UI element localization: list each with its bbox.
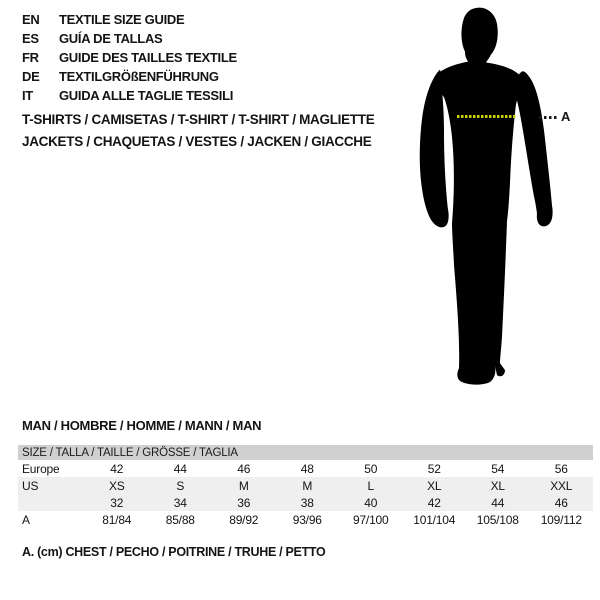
size-cell: 36: [237, 495, 251, 510]
category-tshirts: T-SHIRTS / CAMISETAS / T-SHIRT / T-SHIRT / MAGLIETTE: [22, 111, 375, 127]
language-code: EN: [22, 12, 40, 27]
size-cell: 40: [364, 495, 378, 510]
category-jackets: JACKETS / CHAQUETAS / VESTES / JACKEN / GIACCHE: [22, 133, 372, 149]
size-cell: 42: [110, 461, 124, 476]
size-cell: XXL: [550, 478, 573, 493]
size-cell: 109/112: [540, 512, 582, 527]
language-code: FR: [22, 50, 39, 65]
size-cell: 48: [300, 461, 314, 476]
size-table: [18, 445, 593, 528]
man-body-path: [438, 8, 520, 385]
language-label: TEXTILGRÖßENFÜHRUNG: [59, 69, 219, 84]
size-cell: 81/84: [102, 512, 132, 527]
chest-measurement-dashed-line: [457, 115, 517, 118]
size-cell: 97/100: [352, 512, 389, 527]
size-cell: 34: [173, 495, 187, 510]
size-cell: 46: [237, 461, 251, 476]
size-cell: 89/92: [229, 512, 259, 527]
size-cell: 38: [300, 495, 314, 510]
size-cell: 42: [427, 495, 441, 510]
size-cell: 105/108: [476, 512, 519, 527]
row-label: A: [22, 512, 30, 527]
size-cell: 50: [364, 461, 378, 476]
size-cell: XS: [108, 478, 125, 493]
language-label: TEXTILE SIZE GUIDE: [59, 12, 185, 27]
measurement-a-label: A: [561, 109, 571, 124]
size-cell: M: [238, 478, 249, 493]
table-row-us: [18, 477, 593, 494]
size-cell: S: [176, 478, 185, 493]
language-label: GUÍA DE TALLAS: [59, 31, 163, 46]
language-guide-list: [22, 10, 237, 105]
language-label: GUIDA ALLE TAGLIE TESSILI: [59, 88, 234, 103]
row-label: Europe: [22, 461, 60, 476]
size-cell: 93/96: [292, 512, 322, 527]
language-row-it: [22, 86, 237, 105]
size-cell: XL: [490, 478, 505, 493]
language-code: ES: [22, 31, 39, 46]
size-cell: 44: [173, 461, 187, 476]
language-row-fr: [22, 48, 237, 67]
language-code: IT: [22, 88, 33, 103]
size-table-header: SIZE / TALLA / TAILLE / GRÖSSE / TAGLIA: [18, 445, 593, 460]
size-cell: L: [367, 478, 374, 493]
size-cell: 56: [554, 461, 568, 476]
size-cell: 52: [427, 461, 441, 476]
size-cell: 32: [110, 495, 124, 510]
table-row-numeric: [18, 494, 593, 511]
man-right-arm-path: [515, 71, 553, 226]
size-cell: 46: [554, 495, 568, 510]
language-row-en: [22, 10, 237, 29]
language-row-de: [22, 67, 237, 86]
section-title-man: MAN / HOMBRE / HOMME / MANN / MAN: [22, 418, 262, 433]
size-cell: 85/88: [165, 512, 195, 527]
language-row-es: [22, 29, 237, 48]
man-silhouette: [410, 6, 570, 388]
size-cell: 54: [491, 461, 505, 476]
table-row-chest-a: [18, 511, 593, 528]
size-cell: M: [302, 478, 313, 493]
row-label: US: [22, 478, 39, 493]
measurement-footnote: A. (cm) CHEST / PECHO / POITRINE / TRUHE / PETTO: [22, 545, 326, 559]
size-cell: 44: [491, 495, 505, 510]
chest-measurement-leader-dashes: [539, 116, 559, 119]
language-code: DE: [22, 69, 40, 84]
table-row-europe: [18, 460, 593, 477]
language-label: GUIDE DES TAILLES TEXTILE: [59, 50, 237, 65]
category-list: [22, 108, 374, 152]
size-cell: XL: [427, 478, 442, 493]
size-cell: 101/104: [413, 512, 456, 527]
